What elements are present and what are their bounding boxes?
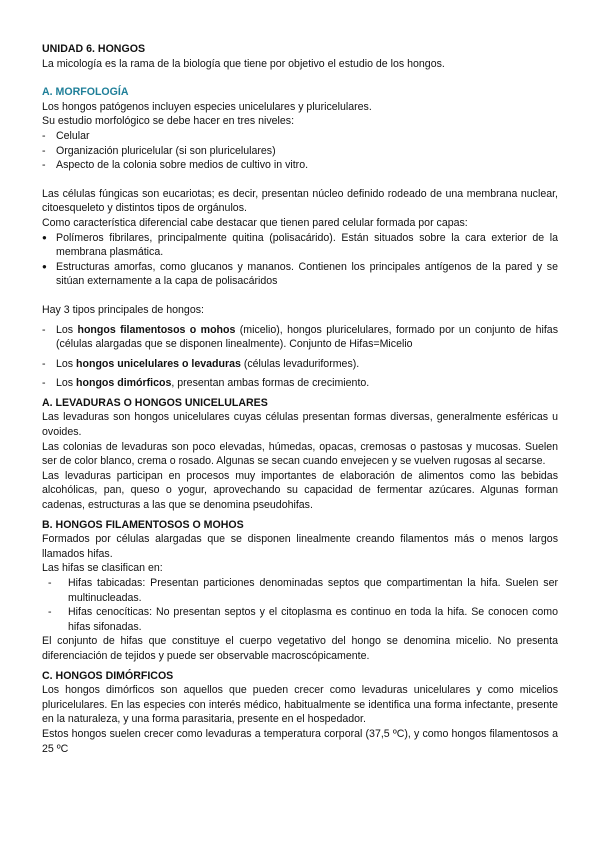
intro-text: La micología es la rama de la biología que tiene por objetivo el estudio de los hongos.: [42, 57, 445, 70]
filamentosos-paragraph-2: Las hifas se clasifican en:: [42, 562, 163, 575]
dimorficos-paragraph-1: Los hongos dimórficos son aquellos que pueden crecer como levaduras unicelulares y como micelios pluricelulares. En las especies con interés médico, habitualmente se identifica una forma infectante, presente en la naturaleza, y una forma parasitaria, presente en el hospedador.: [42, 684, 558, 726]
type-item-filamentosos: - Los hongos filamentosos o mohos (micelio), hongos pluricelulares, formado por un conjunto de hifas (células alargadas que se disponen linealmente). Conjunto de Hifas=Micelio: [42, 323, 558, 352]
morfologia-line-2: Su estudio morfológico se debe hacer en tres niveles:: [42, 115, 295, 128]
wall-layer-item: ● Estructuras amorfas, como glucanos y mananos. Contienen los principales antígenos de la pared y se sitúan externamente a la capa de polisacáridos: [42, 260, 558, 289]
hifa-item: - Hifas tabicadas: Presentan particiones denominadas septos que compartimentan la hifa. Suelen ser multinucleadas.: [48, 576, 558, 605]
cells-paragraph-1: Las células fúngicas son eucariotas; es decir, presentan núcleo definido rodeado de una membrana nuclear, citoesqueleto y distintos tipos de orgánulos.: [42, 187, 558, 215]
level-item: - Organización pluricelular (si son pluricelulares): [42, 144, 558, 159]
page-title: UNIDAD 6. HONGOS: [42, 43, 146, 55]
morfologia-heading: A. MORFOLOGÍA: [42, 86, 129, 99]
hifa-item: - Hifas cenocíticas: No presentan septos y el citoplasma es continuo en toda la hifa. Se conocen como hifas sifonadas.: [48, 605, 558, 634]
filamentosos-paragraph-3: El conjunto de hifas que constituye el cuerpo vegetativo del hongo se denomina micelio. No presenta diferenciación de tejidos y puede ser observable macroscópicamente.: [42, 635, 558, 662]
levaduras-paragraph: Las levaduras participan en procesos muy importantes de elaboración de alimentos como las bebidas alcohólicas, pan, queso o yogur, aprovechando su capacidad de fermentar azúcares. Algunas forman cadenas, estructuras a las que se denomina pseudohifas.: [42, 469, 558, 512]
types-intro: Hay 3 tipos principales de hongos:: [42, 303, 204, 316]
levaduras-paragraph: Las levaduras son hongos unicelulares cuyas células presentan formas diversas, generalmente esféricas u ovoides.: [42, 411, 558, 439]
filamentosos-paragraph-1: Formados por células alargadas que se disponen linealmente creando filamentos más o menos largos llamados hifas.: [42, 533, 558, 560]
level-item: - Celular: [42, 129, 558, 144]
type-item-dimorficos: - Los hongos dimórficos, presentan ambas formas de crecimiento.: [42, 376, 558, 391]
filamentosos-heading: B. HONGOS FILAMENTOSOS O MOHOS: [42, 518, 244, 531]
levaduras-paragraph: Las colonias de levaduras son poco elevadas, húmedas, opacas, cremosas o pastosas y mucosas. Suelen ser de color blanco, crema o rosado. Algunas se secan cuando envejecen y se vuelven rugosas al secarse.: [42, 440, 558, 468]
levaduras-heading: A. LEVADURAS O HONGOS UNICELULARES: [42, 396, 268, 409]
cells-paragraph-2: Como característica diferencial cabe destacar que tienen pared celular formada por capas:: [42, 216, 468, 229]
morfologia-line-1: Los hongos patógenos incluyen especies unicelulares y pluricelulares.: [42, 100, 372, 113]
dimorficos-paragraph-2: Estos hongos suelen crecer como levaduras a temperatura corporal (37,5 ºC), y como hongos filamentosos a 25 ºC: [42, 727, 558, 755]
wall-layer-item: ● Polímeros fibrilares, principalmente quitina (polisacárido). Están situados sobre la cara exterior de la membrana plasmática.: [42, 231, 558, 260]
level-item: - Aspecto de la colonia sobre medios de cultivo in vitro.: [42, 158, 558, 173]
dimorficos-heading: C. HONGOS DIMÓRFICOS: [42, 669, 174, 682]
type-item-levaduras: - Los hongos unicelulares o levaduras (células levaduriformes).: [42, 357, 558, 372]
